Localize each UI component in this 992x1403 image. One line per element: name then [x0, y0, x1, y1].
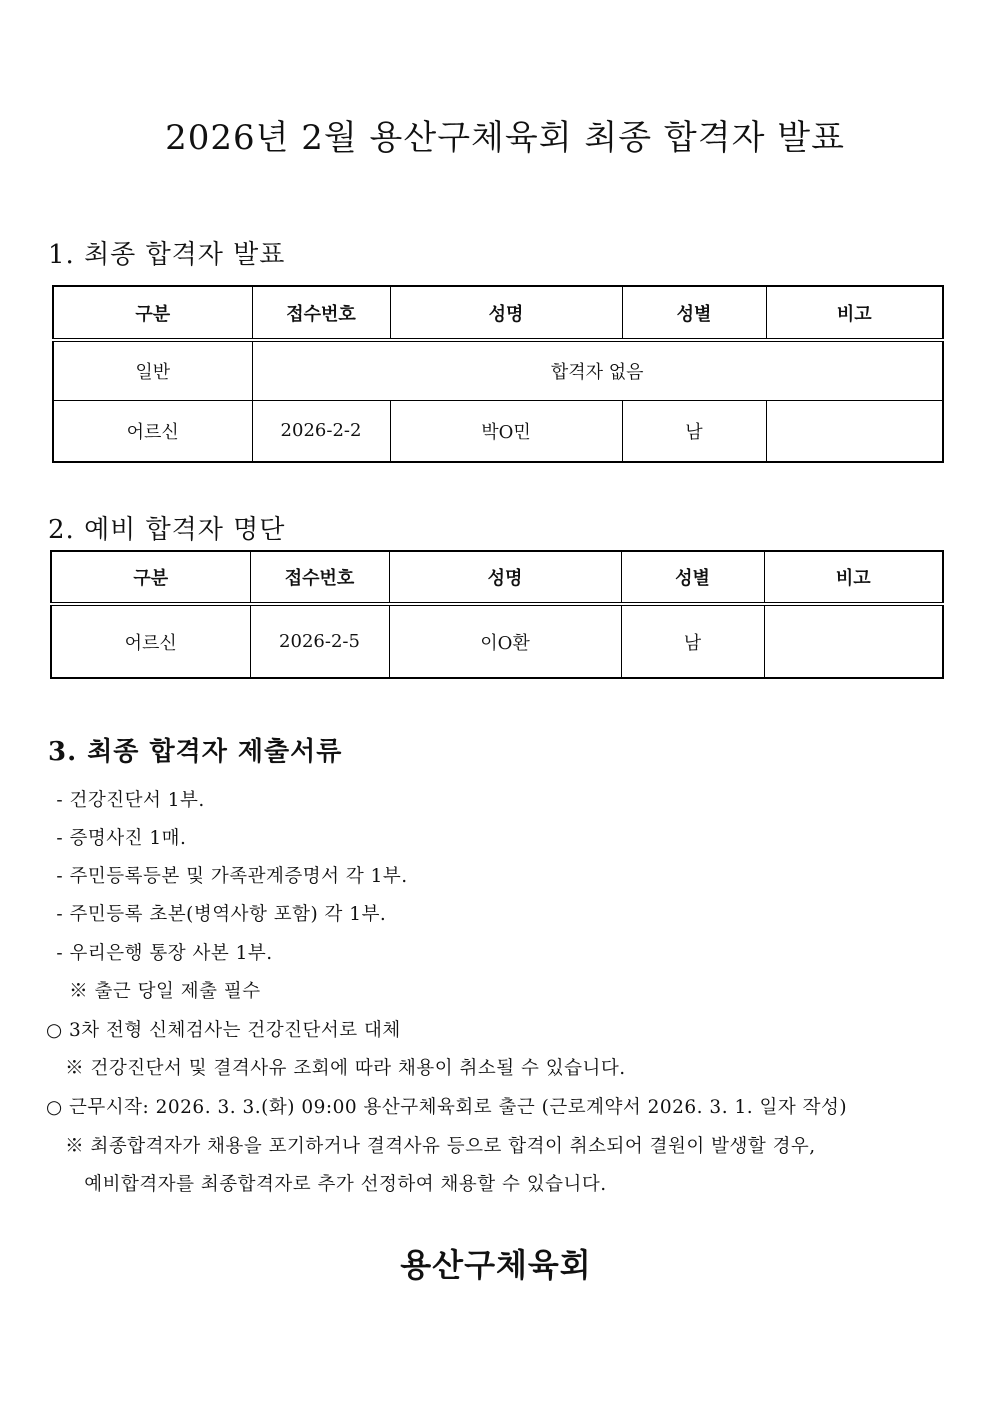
column-header: 성별 [621, 551, 764, 604]
gender-cell: 남 [622, 400, 766, 462]
table-row [51, 604, 943, 678]
organization-signature: 용산구체육회 [400, 1246, 592, 1284]
table-row [53, 400, 943, 462]
note-cell [764, 604, 943, 678]
note-line: ※ 출근 당일 제출 필수 [50, 981, 261, 1002]
document-item: - 우리은행 통장 사본 1부. [50, 943, 273, 964]
note-line: ※ 최종합격자가 채용을 포기하거나 결격사유 등으로 합격이 취소되어 결원이 발생할 경우, [46, 1136, 816, 1157]
reserve-passers-table [50, 550, 944, 679]
final-passers-table [52, 285, 944, 463]
section2-heading: 2. 예비 합격자 명단 [48, 515, 286, 545]
section1-heading: 1. 최종 합격자 발표 [48, 240, 286, 270]
category-cell: 일반 [53, 340, 252, 400]
document-item: - 건강진단서 1부. [50, 790, 205, 811]
receipt-number-cell: 2026-2-5 [250, 604, 389, 678]
category-cell: 어르신 [53, 400, 252, 462]
section3-heading: 3. 최종 합격자 제출서류 [48, 737, 343, 767]
column-header: 성명 [390, 286, 622, 340]
document-title: 2026년 2월 용산구체육회 최종 합격자 발표 [165, 118, 845, 158]
column-header: 접수번호 [252, 286, 390, 340]
column-header: 구분 [53, 286, 252, 340]
name-cell: 이O환 [389, 604, 621, 678]
table-header-row [51, 551, 943, 604]
note-cell [766, 400, 943, 462]
name-cell: 박O민 [390, 400, 622, 462]
document-item: - 주민등록 초본(병역사항 포함) 각 1부. [50, 904, 387, 925]
bullet-line: ○ 3차 전형 신체검사는 건강진단서로 대체 [46, 1020, 401, 1041]
table-header-row [53, 286, 943, 340]
category-cell: 어르신 [51, 604, 250, 678]
column-header: 비고 [766, 286, 943, 340]
note-line-continued: 예비합격자를 최종합격자로 추가 선정하여 채용할 수 있습니다. [46, 1174, 607, 1195]
column-header: 성별 [622, 286, 766, 340]
column-header: 성명 [389, 551, 621, 604]
gender-cell: 남 [621, 604, 764, 678]
no-passers-cell: 합격자 없음 [252, 340, 943, 400]
bullet-line: ○ 근무시작: 2026. 3. 3.(화) 09:00 용산구체육회로 출근 (근로계약서 2026. 3. 1. 일자 작성) [46, 1097, 848, 1118]
table-row [53, 340, 943, 400]
column-header: 비고 [764, 551, 943, 604]
column-header: 접수번호 [250, 551, 389, 604]
column-header: 구분 [51, 551, 250, 604]
receipt-number-cell: 2026-2-2 [252, 400, 390, 462]
note-line: ※ 건강진단서 및 결격사유 조회에 따라 채용이 취소될 수 있습니다. [46, 1058, 626, 1079]
document-item: - 증명사진 1매. [50, 828, 187, 849]
document-item: - 주민등록등본 및 가족관계증명서 각 1부. [50, 866, 408, 887]
